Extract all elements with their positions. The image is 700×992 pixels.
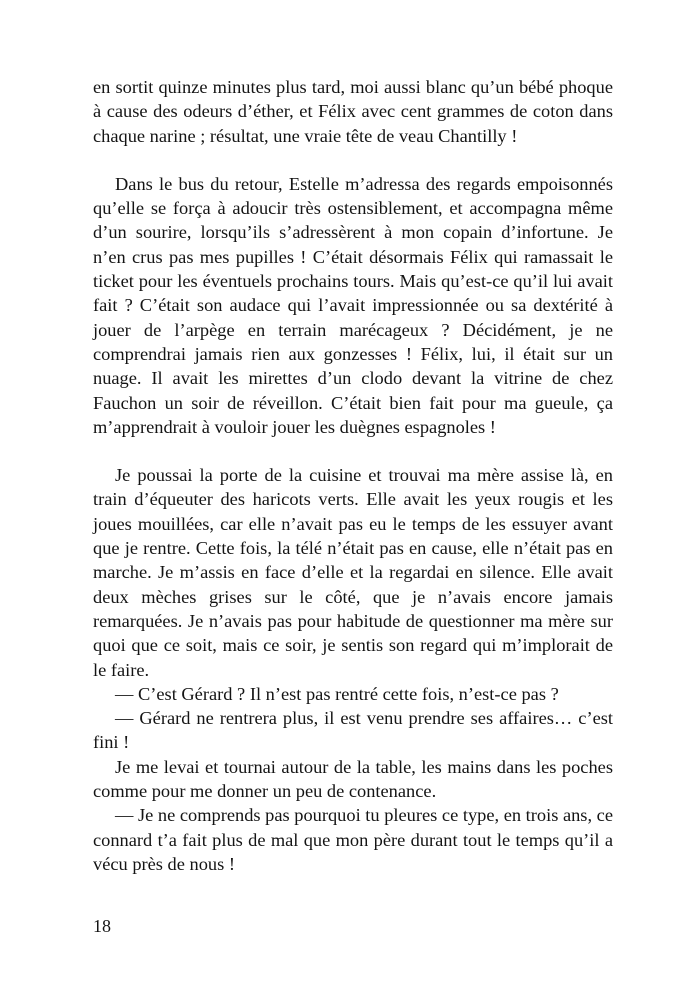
dialogue-line: — Gérard ne rentrera plus, il est venu prendre ses affaires… c’est fini ! (93, 708, 613, 753)
paragraph-narration: Je me levai et tournai autour de la table, les mains dans les poches comme pour me donner un peu de contenance. (93, 756, 613, 802)
body-text (93, 75, 613, 876)
dialogue-line: — Je ne comprends pas pourquoi tu pleures ce type, en trois ans, ce connard t’a fait plus de mal que mon père durant tout le temps qu’il a vécu près de nous ! (93, 805, 613, 874)
dialogue-line: — C’est Gérard ? Il n’est pas rentré cette fois, n’est-ce pas ? (115, 683, 559, 704)
paragraph-continuation: en sortit quinze minutes plus tard, moi aussi blanc qu’un bébé phoque à cause des odeurs d’éther, et Félix avec cent grammes de coton dans chaque narine ; résultat, une vraie tête de veau Chantilly ! (93, 77, 613, 146)
page-number: 18 (93, 916, 111, 936)
paragraph-kitchen: Je poussai la porte de la cuisine et trouvai ma mère assise là, en train d’équeuter des haricots verts. Elle avait les yeux rougis et les joues mouillées, car elle n’avait pas eu le temps de les essuyer avant que je rentre. Cette fois, la télé n’était pas en cause, elle n’était pas en marche. Je m’assis en face d’elle et la regardai en silence. Elle avait deux mèches grises sur le côté, que je n’avais encore jamais remarquées. Je n’avais pas pour habitude de questionner ma mère sur quoi que ce soit, mais ce soir, je sentis son regard qui m’implorait de le faire. (93, 465, 613, 680)
paragraph-bus-return: Dans le bus du retour, Estelle m’adressa des regards empoisonnés qu’elle se força à adoucir très ostensiblement, et accompagna même d’un sourire, lorsqu’ils s’adressèrent à mon copain d’infortune. Je n’en crus pas mes pupilles ! C’était désormais Félix qui ramassait le ticket pour les éventuels prochains tours. Mais qu’est-ce qu’il lui avait fait ? C’était son audace qui l’avait impressionnée ou sa dextérité à jouer de l’arpège en terrain marécageux ? Décidément, je ne comprendrai jamais rien aux gonzesses ! Félix, lui, il était sur un nuage. Il avait les mirettes d’un clodo devant la vitrine de chez Fauchon un soir de réveillon. C’était bien fait pour ma gueule, ça m’apprendrait à vouloir jouer les duègnes espagnoles ! (93, 173, 613, 437)
